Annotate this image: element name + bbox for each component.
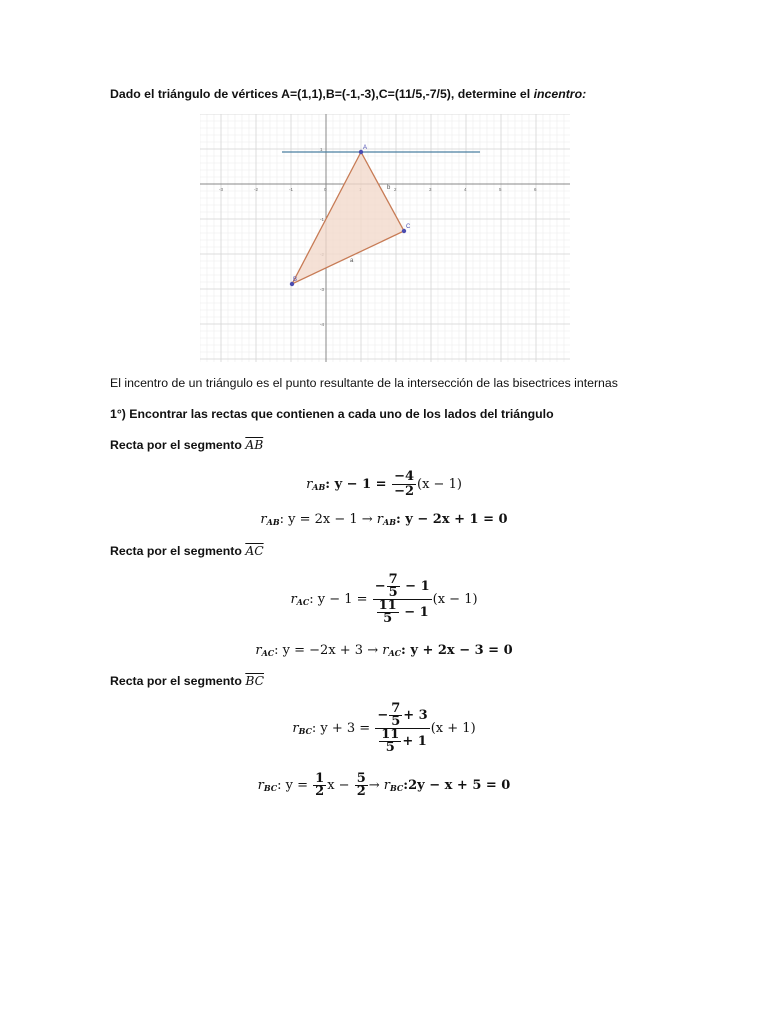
equation-ab-1: $r_{AB}$: y − 1 = $\frac{-4}{-2}$ (x − 1) bbox=[306, 469, 462, 499]
x-tick-label: 6 bbox=[534, 187, 537, 192]
heading-segment-ac bbox=[110, 544, 264, 558]
x-tick-label: 4 bbox=[464, 187, 467, 192]
y-tick-label: -4 bbox=[320, 322, 325, 327]
incentro-definition: El incentro de un triángulo es el punto resultante de la intersección de las bisectrices internas bbox=[110, 376, 618, 390]
y-tick-label: -3 bbox=[320, 287, 325, 292]
label-a: A bbox=[363, 145, 368, 151]
equation-bc-2: $r_{BC}$: y = $\frac{1}{2}$ x − $\frac{5}{2}$ → $r_{BC}:2y - x + 5 = 0$ bbox=[257, 771, 511, 799]
heading-segment-ab bbox=[110, 438, 263, 452]
label-c: C bbox=[406, 224, 411, 230]
x-tick-label: 3 bbox=[429, 187, 432, 192]
segment-prefix: Recta por el segmento bbox=[110, 544, 246, 558]
segment-ab: $\overline{AB}$ bbox=[245, 438, 264, 452]
triangle-graph bbox=[200, 114, 570, 362]
segment-prefix: Recta por el segmento bbox=[110, 674, 246, 688]
equation-ac-1: $r_{AC}$: y − 1 = − $\frac{7}{5}$ − 1 $\frac{11}{5}$ − 1 (x − 1) bbox=[290, 572, 478, 626]
segment-prefix: Recta por el segmento bbox=[110, 438, 246, 452]
step-1: 1°) Encontrar las rectas que contienen a cada uno de los lados del triángulo bbox=[110, 407, 554, 421]
equation-bc-1: $r_{BC}$: y + 3 = − $\frac{7}{5}$ + 3 $\frac{11}{5}$ + 1 (x + 1) bbox=[292, 701, 476, 755]
x-tick-label: 5 bbox=[499, 187, 502, 192]
y-tick-label: -1 bbox=[320, 217, 325, 222]
label-side-b: b bbox=[387, 185, 391, 191]
triangle-abc bbox=[292, 152, 404, 284]
segment-bc: $\overline{BC}$ bbox=[245, 674, 264, 688]
x-tick-label: 0 bbox=[324, 187, 327, 192]
segment-ac: $\overline{AC}$ bbox=[245, 544, 264, 558]
equation-ab-2: $r_{AB}$: $y = 2x - 1 \to r_{AB}$: y − 2x + 1 = 0 bbox=[260, 512, 508, 527]
intro-paragraph bbox=[110, 87, 586, 101]
label-b: B bbox=[293, 277, 298, 283]
x-tick-label: -3 bbox=[219, 187, 224, 192]
x-tick-label: 2 bbox=[394, 187, 397, 192]
x-tick-label: -1 bbox=[289, 187, 294, 192]
x-tick-label: -2 bbox=[254, 187, 259, 192]
equation-ac-2: $r_{AC}$: $y = -2x + 3 \to r_{AC}$: y + 2x − 3 = 0 bbox=[255, 643, 513, 658]
label-side-a: a bbox=[350, 258, 354, 264]
intro-text: Dado el triángulo de vértices A=(1,1),B=(-1,-3),C=(11/5,-7/5), determine el bbox=[110, 87, 534, 101]
heading-segment-bc bbox=[110, 674, 264, 688]
intro-emphasis: incentro: bbox=[533, 87, 587, 101]
y-tick-label: 1 bbox=[320, 147, 323, 152]
